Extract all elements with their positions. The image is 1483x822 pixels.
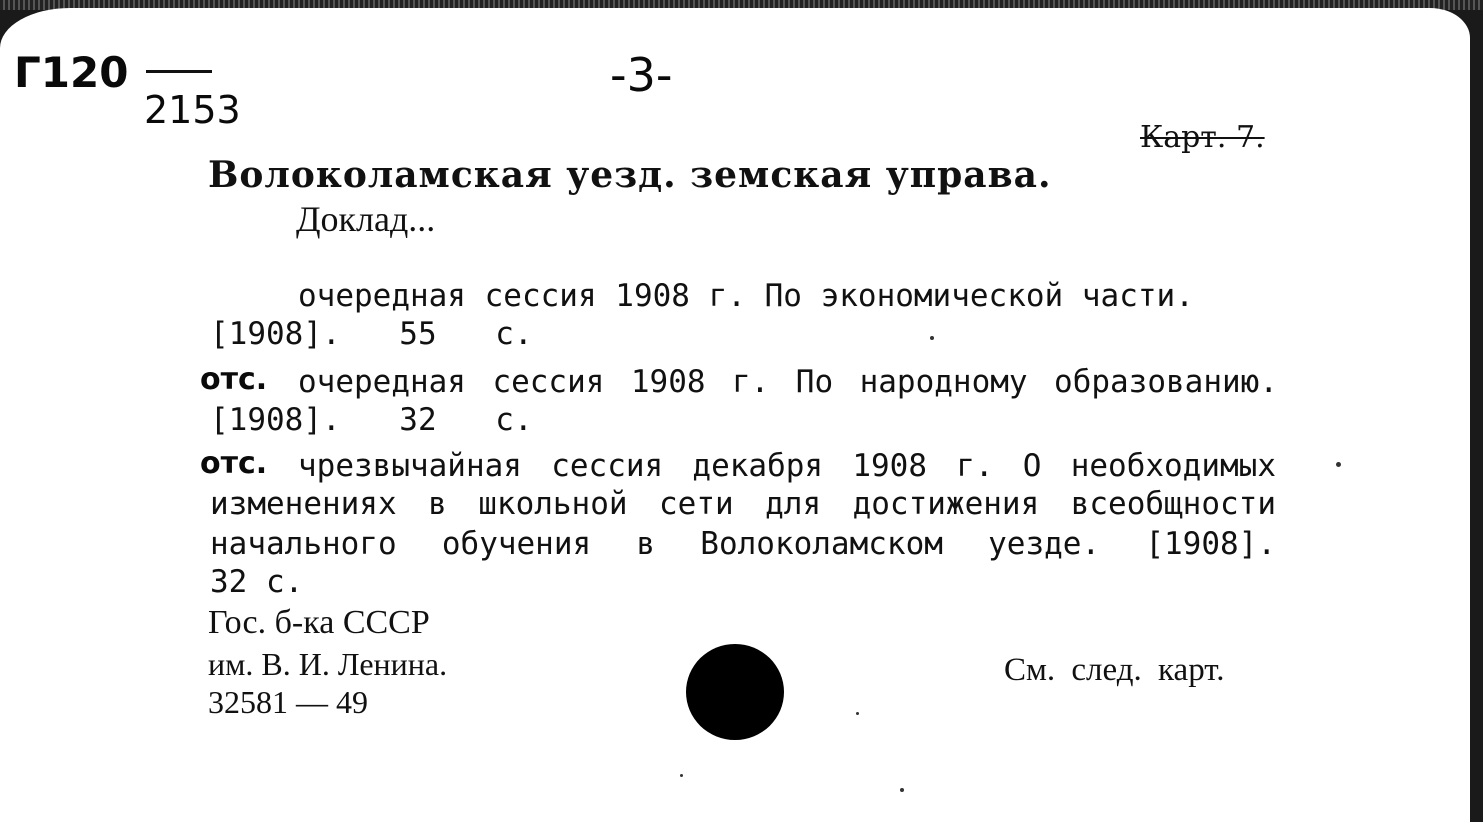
handwritten-page-mark: -3- (610, 48, 673, 102)
entry-2-prefix: отс. (200, 362, 268, 397)
punch-hole (686, 644, 784, 740)
entry-3-prefix: отс. (200, 446, 268, 481)
entry-2-line-2: [1908]. 32 с. (210, 402, 533, 438)
see-next-card: См. след. карт. (1004, 652, 1225, 688)
entry-1-line-1: очередная сессия 1908 г. По экономической части. (298, 278, 1194, 314)
entry-2-line-1: очередная сессия 1908 г. По народному образованию. (298, 364, 1278, 400)
handwritten-fraction-bar (146, 70, 212, 73)
entry-3-line-4: 32 с. (210, 564, 304, 600)
entry-1-line-2: [1908]. 55 с. (210, 316, 533, 352)
catalog-card (0, 8, 1470, 822)
scan-speck (900, 788, 904, 792)
library-line-3: 32581 — 49 (208, 684, 368, 720)
card-reference-struck: Карт. 7. (1140, 120, 1265, 155)
scan-speck (930, 336, 934, 340)
entry-3-line-2: изменениях в школьной сети для достижения всеобщности (210, 486, 1276, 522)
library-line-2: им. В. И. Ленина. (208, 646, 448, 682)
card-heading: Волоколамская уезд. земская управа. (208, 154, 1052, 196)
scan-speck (856, 712, 859, 715)
handwritten-call-number-top: Г120 (14, 48, 129, 97)
scan-speck (680, 774, 683, 777)
entry-3-line-3: начального обучения в Волоколамском уезде. [1908]. (210, 526, 1276, 562)
scan-speck (1336, 462, 1341, 467)
entry-3-line-1: чрезвычайная сессия декабря 1908 г. О необходимых (298, 448, 1276, 484)
handwritten-call-number-bottom: 2153 (144, 88, 241, 132)
card-subheading: Доклад... (296, 199, 436, 239)
library-line-1: Гос. б-ка СССР (208, 604, 430, 641)
